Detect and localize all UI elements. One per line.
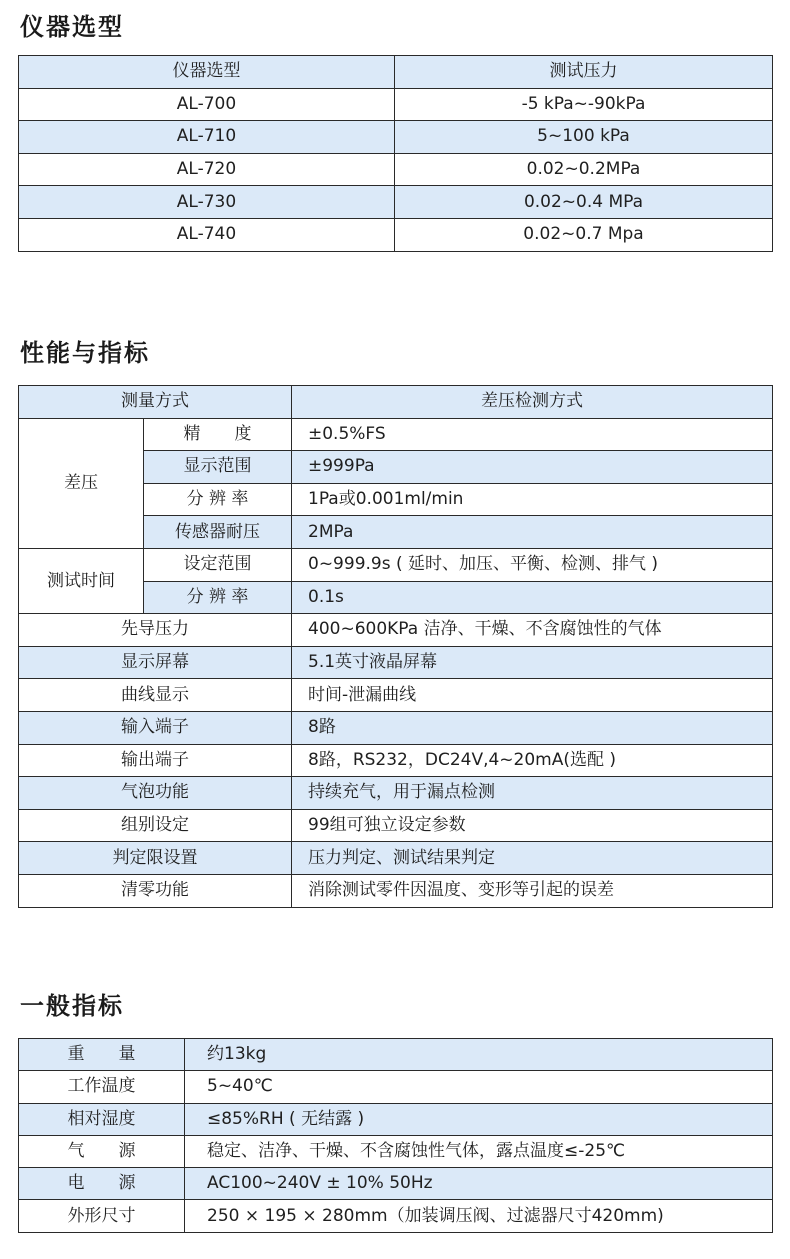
value-cell: 5.1英寸液晶屏幕 xyxy=(292,646,773,679)
table-row xyxy=(19,218,773,251)
header-model: 仪器选型 xyxy=(19,56,395,89)
value-cell: ≤85%RH ( 无结露 ) xyxy=(185,1103,773,1135)
table-row xyxy=(19,153,773,186)
model-cell: AL-740 xyxy=(19,218,395,251)
table-row xyxy=(19,842,773,875)
row-label: 输出端子 xyxy=(19,744,292,777)
section-title-general-specs: 一般指标 xyxy=(20,992,124,1020)
pressure-cell: 0.02~0.4 MPa xyxy=(395,186,773,219)
value-cell: 持续充气，用于漏点检测 xyxy=(292,777,773,810)
value-cell: 8路，RS232，DC24V,4~20mA(选配 ) xyxy=(292,744,773,777)
table-header-row xyxy=(19,386,773,419)
table-row xyxy=(19,121,773,154)
sub-label: 分 辨 率 xyxy=(144,581,292,614)
row-label: 先导压力 xyxy=(19,614,292,647)
pressure-cell: 0.02~0.2MPa xyxy=(395,153,773,186)
table-row xyxy=(19,1071,773,1103)
table-row xyxy=(19,1200,773,1232)
value-cell: AC100~240V ± 10% 50Hz xyxy=(185,1168,773,1200)
row-label: 曲线显示 xyxy=(19,679,292,712)
value-cell: 8路 xyxy=(292,711,773,744)
value-cell: ±999Pa xyxy=(292,451,773,484)
table-row xyxy=(19,744,773,777)
value-cell: 稳定、洁净、干燥、不含腐蚀性气体，露点温度≤-25℃ xyxy=(185,1135,773,1167)
table-row xyxy=(19,874,773,907)
value-cell: 400~600KPa 洁净、干燥、不含腐蚀性的气体 xyxy=(292,614,773,647)
table-row xyxy=(19,1135,773,1167)
table-row xyxy=(19,711,773,744)
model-cell: AL-700 xyxy=(19,88,395,121)
pressure-cell: 5~100 kPa xyxy=(395,121,773,154)
row-label: 清零功能 xyxy=(19,874,292,907)
value-cell: 消除测试零件因温度、变形等引起的误差 xyxy=(292,874,773,907)
row-label: 工作温度 xyxy=(19,1071,185,1103)
row-label: 气 源 xyxy=(19,1135,185,1167)
table-header-row xyxy=(19,56,773,89)
sub-label: 分 辨 率 xyxy=(144,483,292,516)
value-cell: 时间-泄漏曲线 xyxy=(292,679,773,712)
value-cell: 2MPa xyxy=(292,516,773,549)
row-label: 电 源 xyxy=(19,1168,185,1200)
row-label: 组别设定 xyxy=(19,809,292,842)
table-row xyxy=(19,88,773,121)
value-cell: 压力判定、测试结果判定 xyxy=(292,842,773,875)
pressure-cell: 0.02~0.7 Mpa xyxy=(395,218,773,251)
section-title-performance: 性能与指标 xyxy=(20,339,150,367)
table-row xyxy=(19,777,773,810)
value-cell: 250 × 195 × 280mm（加装调压阀、过滤器尺寸420mm) xyxy=(185,1200,773,1232)
value-cell: 5~40℃ xyxy=(185,1071,773,1103)
model-cell: AL-720 xyxy=(19,153,395,186)
group-label-diff-pressure: 差压 xyxy=(19,418,144,548)
value-cell: 约13kg xyxy=(185,1039,773,1071)
general-specs-table xyxy=(18,1038,773,1233)
table-row xyxy=(19,1103,773,1135)
header-test-pressure: 测试压力 xyxy=(395,56,773,89)
header-measure-method: 测量方式 xyxy=(19,386,292,419)
table-row xyxy=(19,646,773,679)
model-cell: AL-730 xyxy=(19,186,395,219)
table-row xyxy=(19,548,773,581)
table-row xyxy=(19,418,773,451)
model-selection-table xyxy=(18,55,773,252)
value-cell: 0.1s xyxy=(292,581,773,614)
table-row xyxy=(19,809,773,842)
header-diff-pressure-method: 差压检测方式 xyxy=(292,386,773,419)
performance-table xyxy=(18,385,773,908)
sub-label: 设定范围 xyxy=(144,548,292,581)
table-row xyxy=(19,1039,773,1071)
table-row xyxy=(19,614,773,647)
value-cell: 99组可独立设定参数 xyxy=(292,809,773,842)
table-row xyxy=(19,679,773,712)
model-cell: AL-710 xyxy=(19,121,395,154)
sub-label: 显示范围 xyxy=(144,451,292,484)
group-label-test-time: 测试时间 xyxy=(19,548,144,613)
table-row xyxy=(19,1168,773,1200)
row-label: 相对湿度 xyxy=(19,1103,185,1135)
sub-label: 精 度 xyxy=(144,418,292,451)
row-label: 气泡功能 xyxy=(19,777,292,810)
pressure-cell: -5 kPa~-90kPa xyxy=(395,88,773,121)
row-label: 判定限设置 xyxy=(19,842,292,875)
row-label: 重 量 xyxy=(19,1039,185,1071)
value-cell: ±0.5%FS xyxy=(292,418,773,451)
value-cell: 1Pa或0.001ml/min xyxy=(292,483,773,516)
row-label: 外形尺寸 xyxy=(19,1200,185,1232)
row-label: 输入端子 xyxy=(19,711,292,744)
row-label: 显示屏幕 xyxy=(19,646,292,679)
value-cell: 0~999.9s ( 延时、加压、平衡、检测、排气 ) xyxy=(292,548,773,581)
table-row xyxy=(19,186,773,219)
sub-label: 传感器耐压 xyxy=(144,516,292,549)
section-title-model-selection: 仪器选型 xyxy=(20,13,124,41)
